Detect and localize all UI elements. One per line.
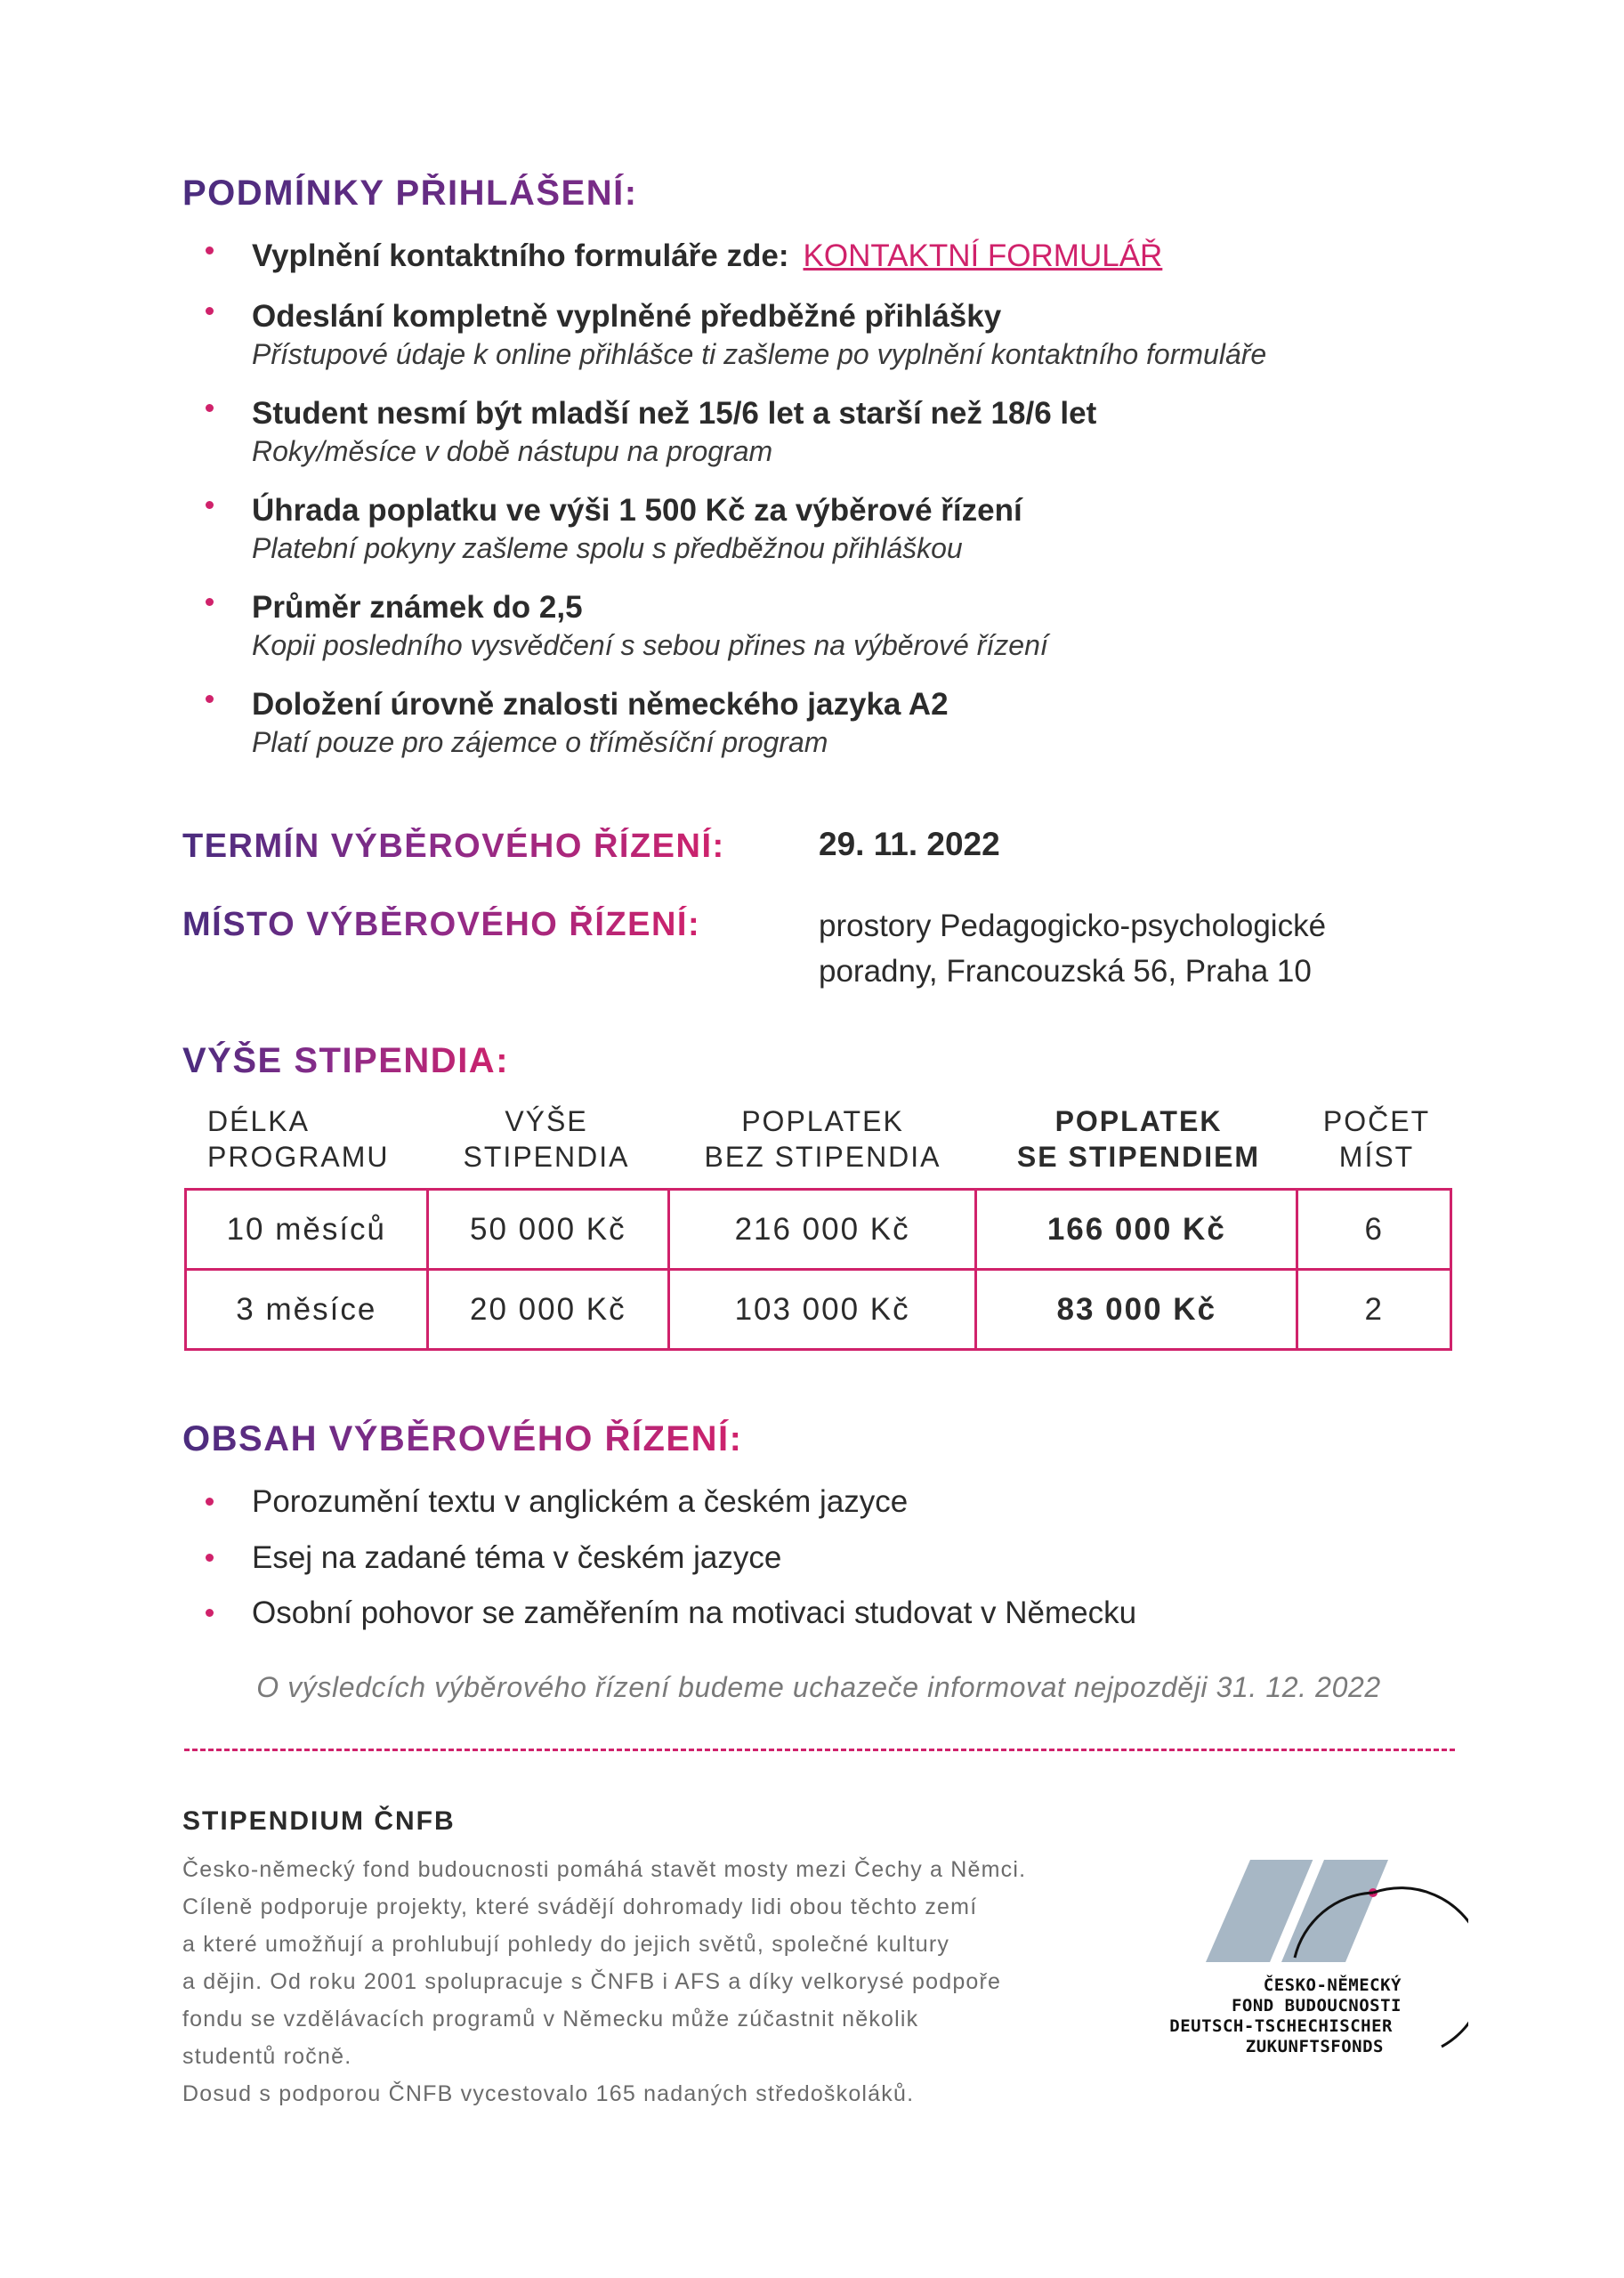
column-header: DÉLKA PROGRAMU [207,1105,390,1173]
list-item [182,296,1464,374]
table-cell: 83 000 Kč [976,1270,1297,1350]
list-item [182,236,1464,277]
condition-note: Přístupové údaje k online přihlášce ti zašleme po vyplnění kontaktního formuláře [252,338,1267,370]
table-row [186,1190,1451,1270]
date-value: 29. 11. 2022 [819,826,1000,862]
condition-note: Kopii posledního vysvědčení s sebou přines na výběrové řízení [252,629,1048,662]
logo-text: ČESKO-NĚMECKÝ [1263,1975,1402,1995]
list-item [182,587,1464,665]
scholarship-title: VÝŠE STIPENDIA: [182,1041,510,1080]
cnfb-title: STIPENDIUM ČNFB [182,1806,456,1836]
condition-text: Vyplnění kontaktního formuláře zde: [252,238,789,273]
conditions-section [182,174,1464,781]
cnfb-logo [1112,1860,1468,2091]
date-label: TERMÍN VÝBĚROVÉHO ŘÍZENÍ: [182,828,725,865]
list-item [182,684,1464,762]
condition-text: Student nesmí být mladší než 15/6 let a starší než 18/6 let [252,395,1097,431]
conditions-title: PODMÍNKY PŘIHLÁŠENÍ: [182,174,1464,213]
table-row [186,1270,1451,1350]
table-header [184,1103,1452,1175]
bullet-icon [206,598,214,606]
table-cell: 10 měsíců [186,1190,428,1270]
condition-note: Platí pouze pro zájemce o tříměsíční program [252,726,828,759]
table-cell: 2 [1297,1270,1451,1350]
list-item [182,490,1464,568]
content-list [182,1482,1464,1649]
bullet-icon [206,404,214,412]
bullet-icon [206,695,214,703]
table-cell: 166 000 Kč [976,1190,1297,1270]
column-header: VÝŠE STIPENDIA [463,1105,630,1173]
condition-text: Doložení úrovně znalosti německého jazyka A2 [252,686,949,722]
place-label: MÍSTO VÝBĚROVÉHO ŘÍZENÍ: [182,906,701,943]
column-header: POČET MÍST [1322,1105,1431,1173]
logo-text: FOND BUDOUCNOSTI [1231,1996,1402,2015]
list-item: Osobní pohovor se zaměřením na motivaci studovat v Německu [182,1593,1464,1634]
conditions-list [182,236,1464,762]
table-cell: 103 000 Kč [669,1270,976,1350]
condition-text: Průměr známek do 2,5 [252,589,583,625]
condition-note: Platební pokyny zašleme spolu s předběžnou přihláškou [252,532,963,565]
column-header: POPLATEK SE STIPENDIEM [1016,1105,1261,1173]
table-cell: 6 [1297,1190,1451,1270]
content-title: OBSAH VÝBĚROVÉHO ŘÍZENÍ: [182,1419,743,1458]
list-item: Porozumění textu v anglickém a českém jazyce [182,1482,1464,1523]
logo-text: DEUTSCH-TSCHECHISCHER [1169,2016,1393,2036]
cnfb-description: Česko-německý fond budoucnosti pomáhá stavět mosty mezi Čechy a Němci. Cíleně podporuje projekty, které svádějí dohromady lidi obou těchto zemí a které umožňují a prohlubují pohledy do jejich světů, společné kultury a dějin. Od roku 2001 spolupracuje s ČNFB i AFS a díky velkorysé podpoře fondu se vzdělávacích programů v Německu může zúčastnit několik studentů ročně. Dosud s podporou ČNFB vycestovalo 165 nadaných středoškoláků. [182,1857,1027,2106]
bullet-icon [206,1498,214,1506]
dashed-divider [184,1749,1455,1751]
contact-form-link[interactable]: KONTAKTNÍ FORMULÁŘ [803,238,1163,273]
list-item [182,393,1464,471]
table-cell: 50 000 Kč [427,1190,668,1270]
scholarship-table [184,1188,1452,1351]
logo-text: ZUKUNFTSFONDS [1245,2037,1384,2056]
place-line: poradny, Francouzská 56, Praha 10 [819,953,1312,989]
bullet-icon [206,1609,214,1617]
table-cell: 216 000 Kč [669,1190,976,1270]
condition-text: Úhrada poplatku ve výši 1 500 Kč za výběrové řízení [252,492,1022,528]
place-value [819,904,1459,995]
condition-text: Odeslání kompletně vyplněné předběžné přihlášky [252,298,1002,334]
bullet-icon [206,1554,214,1562]
table-cell: 20 000 Kč [427,1270,668,1350]
table-cell: 3 měsíce [186,1270,428,1350]
bullet-icon [206,501,214,509]
place-line: prostory Pedagogicko-psychologické [819,909,1327,943]
condition-note: Roky/měsíce v době nástupu na program [252,435,773,468]
column-header: POPLATEK BEZ STIPENDIA [704,1105,941,1173]
bullet-icon [206,246,214,254]
bullet-icon [206,307,214,315]
results-note: O výsledcích výběrového řízení budeme uchazeče informovat nejpozději 31. 12. 2022 [256,1671,1381,1703]
list-item: Esej na zadané téma v českém jazyce [182,1538,1464,1579]
